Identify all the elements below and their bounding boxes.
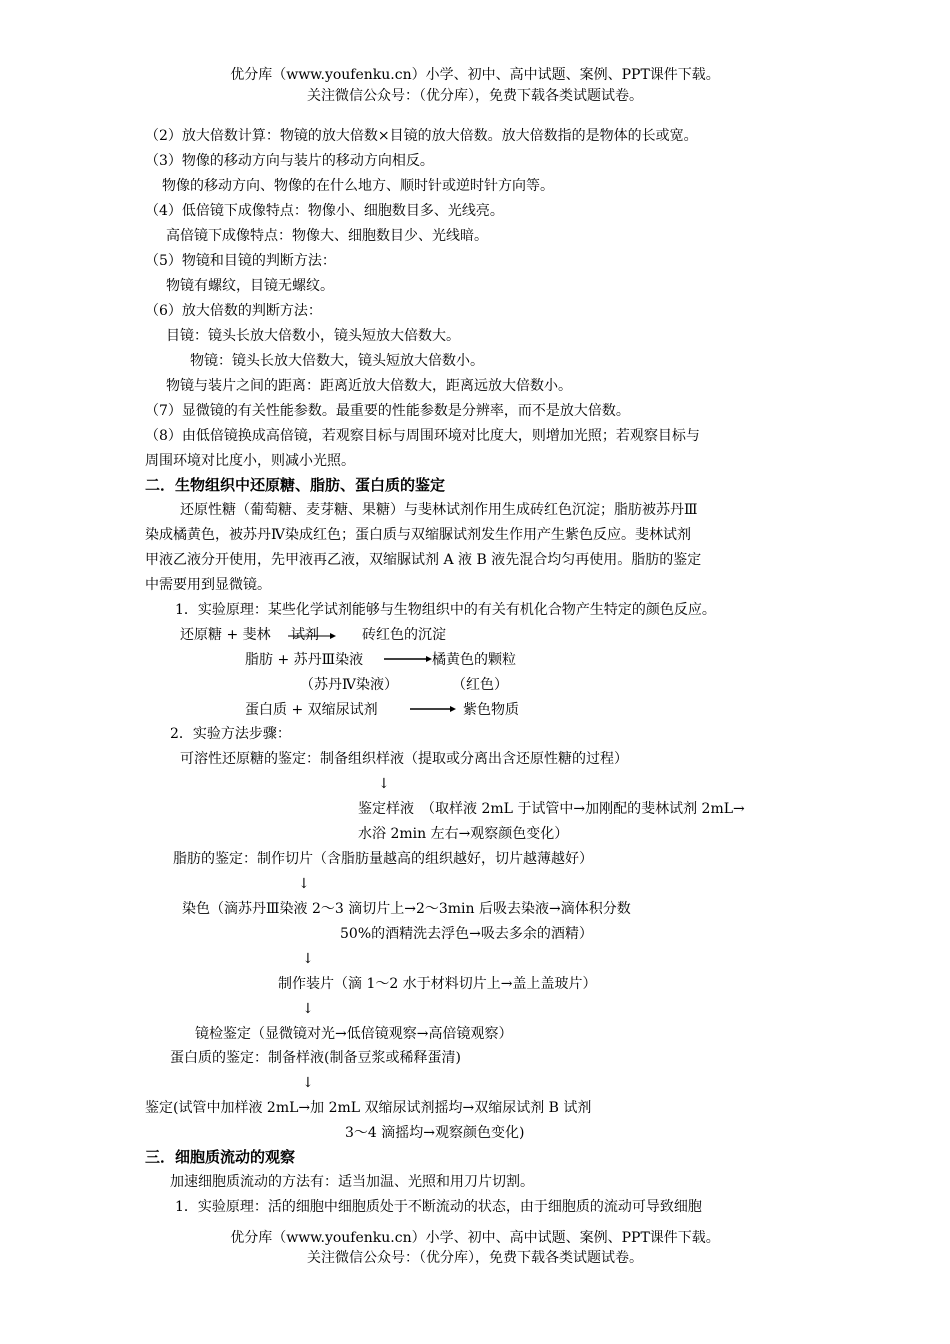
paragraph-line: 1．实验原理：活的细胞中细胞质处于不断流动的状态，由于细胞质的流动可导致细胞 xyxy=(175,1199,702,1215)
text-line: （8）由低倍镜换成高倍镜，若观察目标与周围环境对比度大，则增加光照；若观察目标与 xyxy=(145,428,700,444)
text-line: 高倍镜下成像特点：物像大、细胞数目少、光线暗。 xyxy=(166,228,488,244)
header-line-1: 优分库（www.youfenku.cn）小学、初中、高中试题、案例、PPT课件下载。 xyxy=(230,67,720,83)
paragraph-line: 中需要用到显微镜。 xyxy=(145,577,271,593)
down-arrow: ↓ xyxy=(378,776,390,792)
steps-heading: 2．实验方法步骤： xyxy=(170,726,291,742)
text-line: 周围环境对比度小，则减小光照。 xyxy=(145,453,355,469)
text-line: 物像的移动方向、物像的在什么地方、顺时针或逆时针方向等。 xyxy=(162,178,554,194)
step-line: 3～4 滴摇均→观察颜色变化) xyxy=(345,1125,525,1141)
paragraph-line: 甲液乙液分开使用，先甲液再乙液，双缩脲试剂 A 液 B 液先混合均匀再使用。脂肪的鉴定 xyxy=(145,552,702,568)
step-line: 染色（滴苏丹Ⅲ染液 2～3 滴切片上→2～3min 后吸去染液→滴体积分数 xyxy=(182,901,631,917)
reaction-arrow xyxy=(384,654,432,664)
reaction-reagent-suffix: 试剂 xyxy=(291,627,319,643)
principle-line: 1．实验原理：某些化学试剂能够与生物组织中的有关有机化合物产生特定的颜色反应。 xyxy=(175,602,716,618)
text-line: （6）放大倍数的判断方法： xyxy=(145,303,322,319)
section-title: 三．细胞质流动的观察 xyxy=(145,1148,296,1166)
step-line: 镜检鉴定（显微镜对光→低倍镜观察→高倍镜观察） xyxy=(195,1026,513,1042)
down-arrow: ↓ xyxy=(298,876,310,892)
reaction-product: 橘黄色的颗粒 xyxy=(432,652,516,668)
text-line: （4）低倍镜下成像特点：物像小、细胞数目多、光线亮。 xyxy=(145,203,504,219)
reaction-reactant: 脂肪 + 苏丹Ⅲ染液 xyxy=(245,652,364,668)
section-title: 二．生物组织中还原糖、脂肪、蛋白质的鉴定 xyxy=(145,476,446,494)
footer-line-2: 关注微信公众号：（优分库），免费下载各类试题试卷。 xyxy=(307,1250,643,1266)
step-line: 制作装片（滴 1～2 水于材料切片上→盖上盖玻片） xyxy=(278,976,597,992)
reaction-note: （苏丹Ⅳ染液） xyxy=(300,677,398,693)
text-line: （7）显微镜的有关性能参数。最重要的性能参数是分辨率，而不是放大倍数。 xyxy=(145,403,630,419)
reaction-arrow xyxy=(288,632,336,642)
down-arrow: ↓ xyxy=(302,951,314,967)
paragraph-line: 加速细胞质流动的方法有：适当加温、光照和用刀片切割。 xyxy=(170,1174,534,1190)
text-line: 目镜：镜头长放大倍数小，镜头短放大倍数大。 xyxy=(166,328,460,344)
paragraph-line: 还原性糖（葡萄糖、麦芽糖、果糖）与斐林试剂作用生成砖红色沉淀；脂肪被苏丹Ⅲ xyxy=(180,502,698,518)
step-line: 鉴定(试管中加样液 2mL→加 2mL 双缩尿试剂摇均→双缩尿试剂 B 试剂 xyxy=(145,1100,592,1116)
step-line: 鉴定样液 （取样液 2mL 于试管中→加刚配的斐林试剂 2mL→ xyxy=(358,801,745,817)
text-line: 物镜有螺纹，目镜无螺纹。 xyxy=(166,278,334,294)
step-line: 脂肪的鉴定：制作切片（含脂肪量越高的组织越好，切片越薄越好） xyxy=(173,851,593,867)
step-line: 水浴 2min 左右→观察颜色变化） xyxy=(358,826,569,842)
text-line: 物镜：镜头长放大倍数大，镜头短放大倍数小。 xyxy=(190,353,484,369)
down-arrow: ↓ xyxy=(302,1001,314,1017)
paragraph-line: 染成橘黄色，被苏丹Ⅳ染成红色；蛋白质与双缩脲试剂发生作用产生紫色反应。斐林试剂 xyxy=(145,527,691,543)
step-line: 蛋白质的鉴定：制备样液(制备豆浆或稀释蛋清) xyxy=(170,1050,461,1066)
footer-line-1: 优分库（www.youfenku.cn）小学、初中、高中试题、案例、PPT课件下载。 xyxy=(230,1230,720,1246)
reaction-note: （红色） xyxy=(452,677,508,693)
text-line: （3）物像的移动方向与装片的移动方向相反。 xyxy=(145,153,434,169)
reaction-reactant: 还原糖 + 斐林 xyxy=(180,627,271,643)
down-arrow: ↓ xyxy=(302,1075,314,1091)
text-line: 物镜与装片之间的距离：距离近放大倍数大，距离远放大倍数小。 xyxy=(166,378,572,394)
reaction-product: 紫色物质 xyxy=(463,702,519,718)
step-line: 可溶性还原糖的鉴定：制备组织样液（提取或分离出含还原性糖的过程） xyxy=(180,751,628,767)
text-line: （5）物镜和目镜的判断方法： xyxy=(145,253,336,269)
header-line-2: 关注微信公众号：（优分库），免费下载各类试题试卷。 xyxy=(307,88,643,104)
reaction-product: 砖红色的沉淀 xyxy=(362,627,446,643)
text-line: （2）放大倍数计算：物镜的放大倍数×目镜的放大倍数。放大倍数指的是物体的长或宽。 xyxy=(145,128,698,144)
reaction-arrow xyxy=(410,704,456,714)
step-line: 50%的酒精洗去浮色→吸去多余的酒精） xyxy=(340,926,593,942)
reaction-reactant: 蛋白质 + 双缩尿试剂 xyxy=(245,702,378,718)
